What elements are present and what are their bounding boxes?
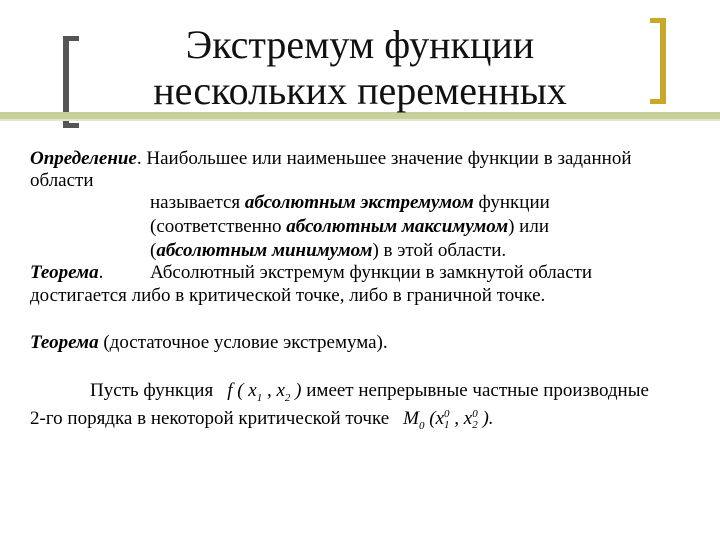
function-mid: , x xyxy=(262,380,285,401)
critical-point-expression xyxy=(403,407,494,432)
condition-pre: Пусть функция xyxy=(90,380,214,401)
theorem-1-term: Теорема xyxy=(30,262,99,283)
title-underline-shade xyxy=(0,119,720,121)
theorem-1-label xyxy=(30,262,103,284)
point-sub-1: 1 xyxy=(444,418,450,431)
theorem-2-text: (достаточное условие экстремума). xyxy=(98,332,388,353)
definition-line-5 xyxy=(150,240,506,262)
definition-line-4-pre: (соответственно xyxy=(150,216,287,237)
condition-line-2-pre: 2-го порядка в некоторой критической точке xyxy=(30,408,390,429)
function-sub-2: 2 xyxy=(284,391,291,404)
point-m: M xyxy=(403,408,419,429)
point-sub-2: 2 xyxy=(472,418,478,431)
point-sup-1: 0 xyxy=(444,407,450,420)
term-absolute-minimum: абсолютным минимумом xyxy=(156,240,373,261)
point-sup-2: 0 xyxy=(472,407,478,420)
function-sub-1: 1 xyxy=(256,391,263,404)
definition-term: Определение xyxy=(30,148,137,169)
point-m-sub: 0 xyxy=(419,419,425,432)
function-close: ) xyxy=(290,380,302,401)
point-close: ). xyxy=(477,408,494,429)
right-bracket-decoration xyxy=(650,18,666,104)
theorem-2-term: Теорема xyxy=(30,332,99,353)
definition-line-5-pre: ( xyxy=(150,240,157,261)
definition-line-2: области xyxy=(30,170,94,191)
definition-line-1-text: . Наибольшее или наименьшее значение функции в заданной xyxy=(136,148,632,169)
point-open: (x xyxy=(424,408,445,429)
theorem-1-line-2: достигается либо в критической точке, либо в граничной точке. xyxy=(30,285,546,306)
theorem-1-dot: . xyxy=(98,262,104,283)
function-f: f xyxy=(227,380,233,401)
definition-line-3 xyxy=(150,192,550,214)
term-absolute-maximum: абсолютным максимумом xyxy=(286,216,509,237)
condition-line-1 xyxy=(90,380,649,409)
theorem-1-line-1: Абсолютный экстремум функции в замкнутой области xyxy=(150,262,593,283)
definition-line-4 xyxy=(150,216,549,238)
slide-title-line-2: нескольких переменных xyxy=(153,68,567,113)
function-open: ( x xyxy=(232,380,257,401)
definition-line-3-pre: называется xyxy=(150,192,245,213)
slide-title-line-1: Экстремум функции xyxy=(185,22,535,67)
function-expression xyxy=(227,380,302,404)
slide-title xyxy=(100,22,620,114)
point-mid: , x xyxy=(449,408,473,429)
definition-line-1 xyxy=(30,148,632,170)
condition-post: имеет непрерывные частные производные xyxy=(301,380,649,401)
definition-line-3-post: функции xyxy=(473,192,550,213)
condition-line-2 xyxy=(30,408,494,437)
definition-line-4-post: ) или xyxy=(508,216,549,237)
theorem-2 xyxy=(30,332,388,354)
definition-line-5-post: ) в этой области. xyxy=(372,240,507,261)
term-absolute-extremum: абсолютным экстремумом xyxy=(244,192,474,213)
